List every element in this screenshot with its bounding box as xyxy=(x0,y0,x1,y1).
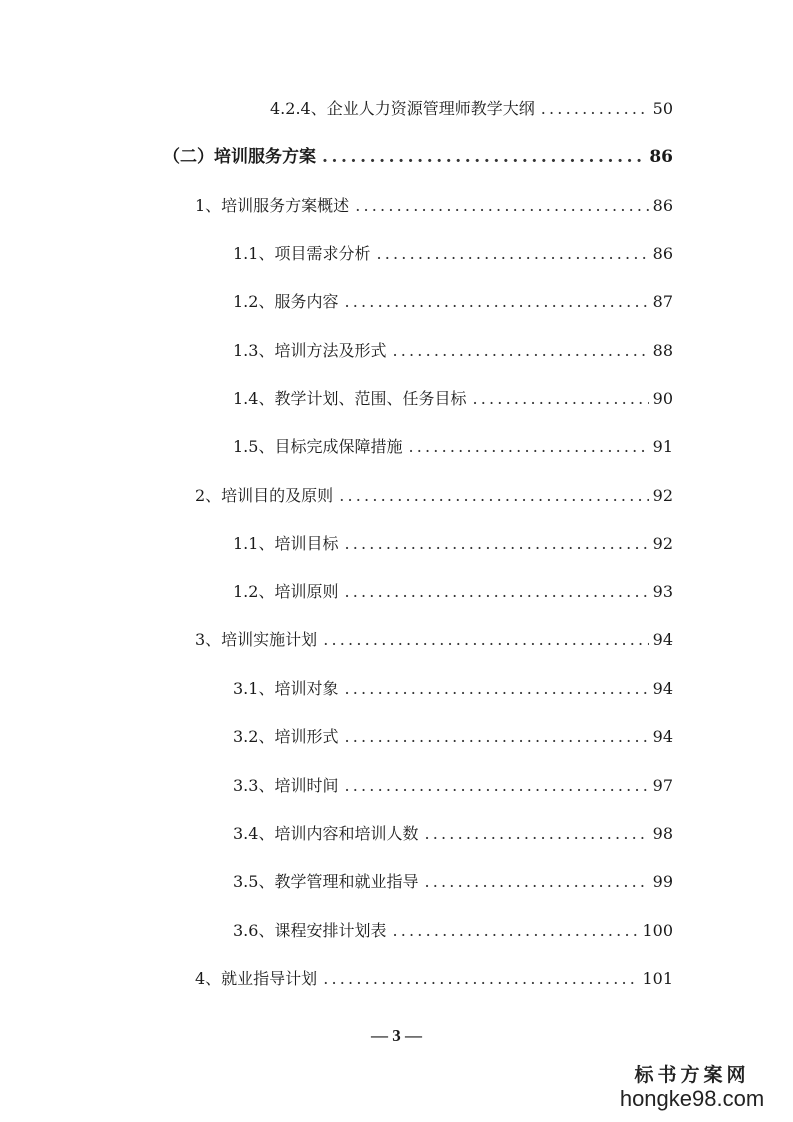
toc-entry-label: 1.5、目标完成保障措施 xyxy=(233,437,403,456)
watermark-url: hongke98.com xyxy=(619,1086,765,1111)
toc-leader-dots xyxy=(392,919,638,943)
toc-entry-label: 2、培训目的及原则 xyxy=(195,486,334,505)
toc-leader-dots xyxy=(344,532,648,556)
toc-leader-dots xyxy=(344,774,648,798)
toc-entry[interactable] xyxy=(233,242,673,266)
toc-entry[interactable] xyxy=(195,967,673,991)
toc-entry-page: 94 xyxy=(652,630,673,649)
toc-leader-dots xyxy=(344,725,648,749)
toc-leader-dots xyxy=(344,290,648,314)
toc-entry[interactable] xyxy=(233,532,673,556)
toc-entry-label: 1.1、项目需求分析 xyxy=(233,244,371,263)
toc-entry-label: 4、就业指导计划 xyxy=(195,969,318,988)
toc-entry-label: 1.1、培训目标 xyxy=(233,534,339,553)
toc-entry-page: 98 xyxy=(652,824,673,843)
toc-entry-page: 50 xyxy=(652,99,673,118)
toc-entry-page: 88 xyxy=(652,341,673,360)
toc-entry-label: 3、培训实施计划 xyxy=(195,630,318,649)
toc-leader-dots xyxy=(323,628,648,652)
page-number: — 3 — xyxy=(371,1026,422,1045)
toc-entry[interactable] xyxy=(233,435,673,459)
toc-entry[interactable] xyxy=(270,97,673,121)
toc-leader-dots xyxy=(408,435,648,459)
toc-entry[interactable] xyxy=(233,677,673,701)
toc-entry-label: 4.2.4、企业人力资源管理师教学大纲 xyxy=(270,99,535,118)
toc-entry-page: 94 xyxy=(652,679,673,698)
toc-entry[interactable] xyxy=(233,339,673,363)
toc-entry-page: 91 xyxy=(652,437,673,456)
toc-leader-dots xyxy=(424,870,648,894)
toc-entry[interactable] xyxy=(233,580,673,604)
toc-leader-dots xyxy=(355,194,648,218)
toc-entry-label: 1.2、服务内容 xyxy=(233,292,339,311)
toc-entry-label: 3.4、培训内容和培训人数 xyxy=(233,824,419,843)
toc-entry-page: 97 xyxy=(652,776,673,795)
watermark-title: 标书方案网 xyxy=(634,1064,750,1086)
toc-entry-page: 93 xyxy=(652,582,673,601)
toc-entry[interactable] xyxy=(195,628,673,652)
toc-entry-label: 3.3、培训时间 xyxy=(233,776,339,795)
toc-entry-page: 87 xyxy=(652,292,673,311)
toc-leader-dots xyxy=(339,484,648,508)
toc-entry-label: 3.6、课程安排计划表 xyxy=(233,921,387,940)
site-watermark xyxy=(607,1064,777,1112)
toc-entry-page: 86 xyxy=(649,147,673,167)
toc-entry-label: （二）培训服务方案 xyxy=(163,147,316,167)
toc-leader-dots xyxy=(392,339,648,363)
toc-entry[interactable] xyxy=(195,484,673,508)
toc-entry-page: 101 xyxy=(642,969,673,988)
toc-entry[interactable] xyxy=(233,290,673,314)
toc-entry[interactable] xyxy=(233,387,673,411)
toc-entry-page: 92 xyxy=(652,534,673,553)
toc-entry[interactable] xyxy=(233,870,673,894)
toc-entry-page: 94 xyxy=(652,727,673,746)
toc-entry-section[interactable] xyxy=(163,145,673,169)
toc-leader-dots xyxy=(541,97,649,121)
toc-entry-label: 1.3、培训方法及形式 xyxy=(233,341,387,360)
toc-entry-label: 1.4、教学计划、范围、任务目标 xyxy=(233,389,467,408)
toc-entry-page: 100 xyxy=(642,921,673,940)
toc-entry[interactable] xyxy=(233,919,673,943)
toc-entry[interactable] xyxy=(195,194,673,218)
toc-entry-page: 99 xyxy=(652,872,673,891)
toc-leader-dots xyxy=(323,967,638,991)
toc-leader-dots xyxy=(472,387,648,411)
toc-entry-page: 90 xyxy=(652,389,673,408)
toc-entry-label: 3.5、教学管理和就业指导 xyxy=(233,872,419,891)
toc-entry[interactable] xyxy=(233,725,673,749)
toc-entry[interactable] xyxy=(233,822,673,846)
toc-leader-dots xyxy=(344,677,648,701)
toc-entry[interactable] xyxy=(233,774,673,798)
toc-entry-label: 3.2、培训形式 xyxy=(233,727,339,746)
toc-entry-label: 3.1、培训对象 xyxy=(233,679,339,698)
toc-entry-label: 1、培训服务方案概述 xyxy=(195,196,350,215)
toc-leader-dots xyxy=(376,242,648,266)
toc-entry-page: 86 xyxy=(652,244,673,263)
toc-leader-dots xyxy=(322,145,645,169)
toc-leader-dots xyxy=(424,822,648,846)
toc-entry-label: 1.2、培训原则 xyxy=(233,582,339,601)
toc-leader-dots xyxy=(344,580,648,604)
toc-entry-page: 92 xyxy=(652,486,673,505)
toc-entry-page: 86 xyxy=(652,196,673,215)
